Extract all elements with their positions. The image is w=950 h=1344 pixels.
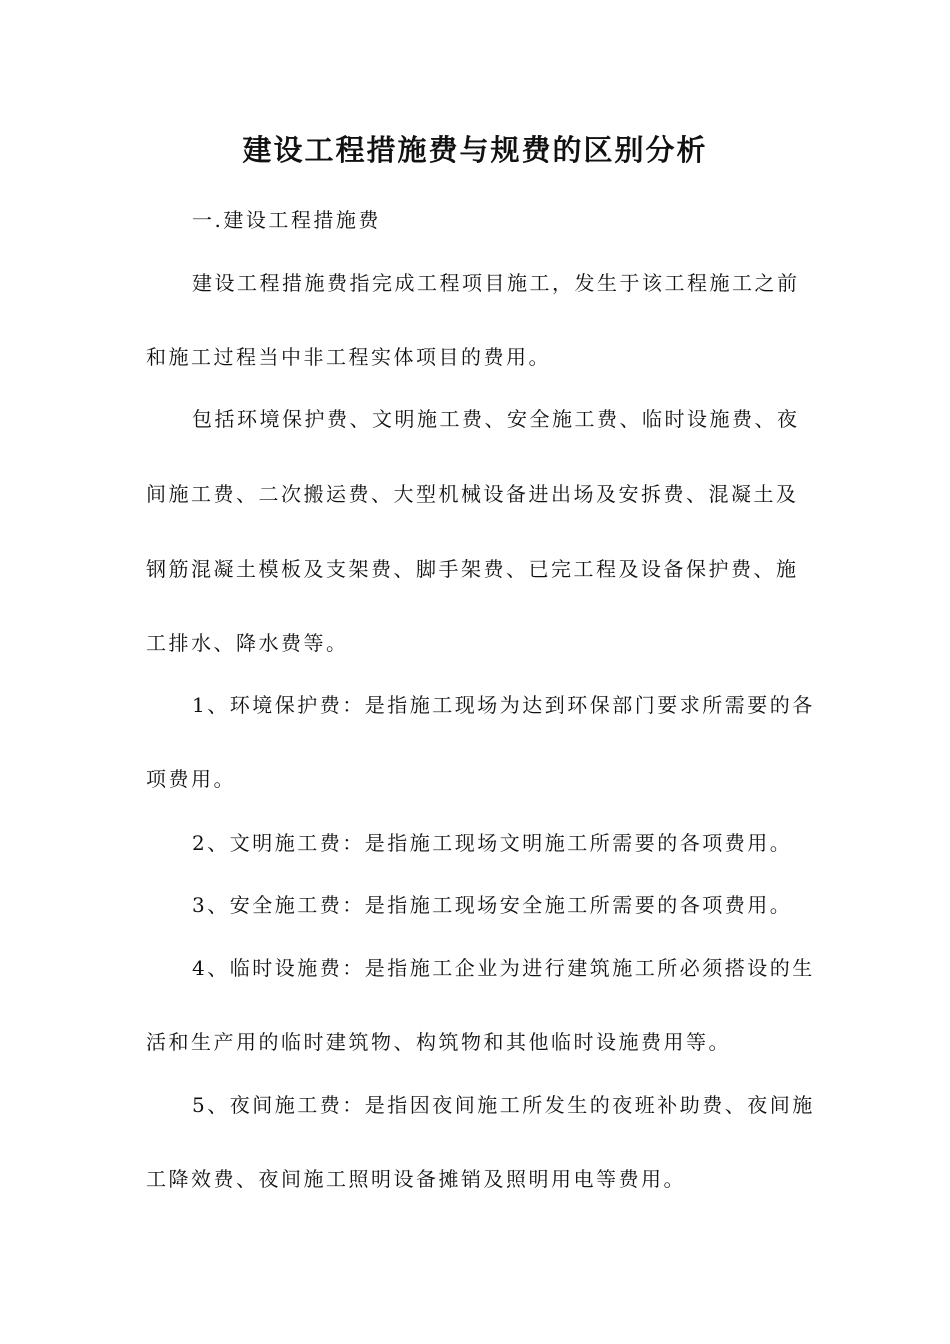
paragraph-5-line-1: 3、安全施工费：是指施工现场安全施工所需要的各项费用。 [192,893,793,917]
paragraph-6-line-1: 4、临时设施费：是指施工企业为进行建筑施工所必须搭设的生 [192,956,815,980]
paragraph-2-line-1: 包括环境保护费、文明施工费、安全施工费、临时设施费、夜 [192,407,800,431]
paragraph-1-line-2: 和施工过程当中非工程实体项目的费用。 [146,345,551,369]
paragraph-2-line-3: 钢筋混凝土模板及支架费、脚手架费、已完工程及设备保护费、施 [146,557,799,581]
paragraph-4-line-1: 2、文明施工费：是指施工现场文明施工所需要的各项费用。 [192,831,793,855]
paragraph-1-line-1: 建设工程措施费指完成工程项目施工，发生于该工程施工之前 [192,271,800,295]
paragraph-7-line-1: 5、夜间施工费：是指因夜间施工所发生的夜班补助费、夜间施 [192,1093,815,1117]
paragraph-2-line-2: 间施工费、二次搬运费、大型机械设备进出场及安拆费、混凝土及 [146,482,799,506]
paragraph-6-line-2: 活和生产用的临时建筑物、构筑物和其他临时设施费用等。 [146,1030,731,1054]
paragraph-3-line-1: 1、环境保护费：是指施工现场为达到环保部门要求所需要的各 [192,693,815,717]
paragraph-3-line-2: 项费用。 [146,767,236,791]
document-title: 建设工程措施费与规费的区别分析 [242,133,708,167]
section-heading: 一.建设工程措施费 [192,208,381,232]
paragraph-2-line-4: 工排水、降水费等。 [146,631,349,655]
paragraph-7-line-2: 工降效费、夜间施工照明设备摊销及照明用电等费用。 [146,1167,686,1191]
